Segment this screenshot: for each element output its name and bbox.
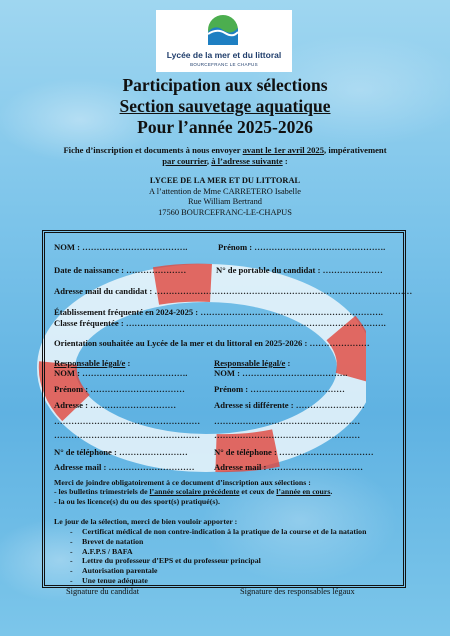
resp2-adresse-line[interactable]: …………………………………………… — [214, 430, 361, 440]
list-item: - A.F.P.S / BAFA — [54, 547, 366, 557]
intro-deadline: avant le 1er avril 2025 — [242, 145, 325, 155]
signature-responsables: Signature des responsables légaux — [240, 587, 355, 596]
list-item: - Brevet de natation — [54, 537, 366, 547]
list-item: - Autorisation parentale — [54, 566, 366, 576]
docs-bulletins: - les bulletins trimestriels de l’année scolaire précédente et ceux de l’année en cours. — [54, 487, 333, 497]
documents-instructions — [54, 478, 399, 506]
postal-address — [0, 176, 450, 218]
resp1-adresse-field[interactable]: Adresse : ………………………… — [54, 400, 177, 410]
address-street: Rue William Bertrand — [188, 197, 262, 206]
intro-text — [30, 145, 420, 167]
resp2-adresse-line[interactable]: …………………………………………… — [214, 416, 361, 426]
etablissement-field[interactable]: Établissement fréquenté en 2024-2025 : ………………………………………………………. — [54, 307, 383, 317]
resp1-mail-field[interactable]: Adresse mail : ………………………… — [54, 462, 195, 472]
page-title — [0, 75, 450, 138]
resp1-nom-field[interactable]: NOM : ………………………………. — [54, 368, 188, 378]
signature-candidat: Signature du candidat — [66, 587, 140, 596]
address-city: 17560 BOURCEFRANC-LE-CHAPUS — [158, 207, 292, 217]
classe-field[interactable]: Classe fréquentée : ………………………………………………………………………………. — [54, 318, 386, 328]
resp2-telephone-field[interactable]: N° de téléphone : …………………………… — [214, 447, 374, 457]
mail-candidat-field[interactable]: Adresse mail du candidat : ……………………………………………………………………………… — [54, 286, 413, 296]
logo-subtitle: BOURCEFRANC LE CHAPUS — [190, 62, 258, 67]
intro-part: : — [282, 156, 288, 166]
intro-part: Fiche d’inscription et documents à nous envoyer — [63, 145, 243, 155]
wave-logo-icon — [203, 14, 243, 46]
address-name: LYCEE DE LA MER ET DU LITTORAL — [149, 176, 301, 185]
resp1-adresse-line[interactable]: …………………………………………… — [54, 416, 201, 426]
responsable-2-heading: Responsable légal/e : — [214, 358, 291, 368]
list-item: - Certificat médical de non contre-indication à la pratique de la course et de la natation — [54, 527, 366, 537]
intro-part: , impérativement — [324, 145, 387, 155]
docs-intro: Merci de joindre obligatoirement à ce document d’inscription aux sélections : — [54, 478, 311, 487]
title-line-2: Section sauvetage aquatique — [119, 96, 331, 116]
resp1-telephone-field[interactable]: N° de téléphone : …………………… — [54, 447, 188, 457]
address-attention: A l’attention de Mme CARRETERO Isabelle — [149, 186, 301, 196]
title-line-3: Pour l’année 2025-2026 — [137, 117, 313, 137]
portable-field[interactable]: N° de portable du candidat : ………………… — [216, 265, 383, 275]
list-item: - Lettre du professeur d’EPS et du professeur principal — [54, 556, 366, 566]
intro-part: , — [206, 156, 212, 166]
orientation-field[interactable]: Orientation souhaitée au Lycée de la mer et du littoral en 2025-2026 : ………………… — [54, 338, 370, 348]
intro-address-label: à l’adresse suivante — [211, 156, 283, 166]
resp1-adresse-line[interactable]: …………………………………………… — [54, 430, 201, 440]
prenom-field[interactable]: Prénom : ………………………………………. — [218, 242, 386, 252]
resp2-mail-field[interactable]: Adresse mail : …………………………… — [214, 462, 364, 472]
logo-title: Lycée de la mer et du littoral — [166, 50, 282, 60]
date-naissance-field[interactable]: Date de naissance : ………………… — [54, 265, 187, 275]
resp2-nom-field[interactable]: NOM : ………………………………. — [214, 368, 348, 378]
title-line-1: Participation aux sélections — [122, 75, 328, 95]
resp2-prenom-field[interactable]: Prénom : …………………………… — [214, 384, 345, 394]
resp1-prenom-field[interactable]: Prénom : …………………………… — [54, 384, 185, 394]
day-intro: Le jour de la sélection, merci de bien vouloir apporter : — [54, 517, 238, 526]
school-logo — [156, 10, 292, 72]
intro-mail: par courrier — [162, 156, 207, 166]
nom-field[interactable]: NOM : ………………………………. — [54, 242, 188, 252]
day-items-list — [54, 527, 366, 586]
docs-licences: - la ou les licence(s) du ou des sport(s) pratiqué(s). — [54, 496, 220, 506]
list-item: - Une tenue adéquate — [54, 576, 366, 586]
responsable-1-heading: Responsable légal/e : — [54, 358, 131, 368]
resp2-adresse-field[interactable]: Adresse si différente : …………………… — [214, 400, 365, 410]
